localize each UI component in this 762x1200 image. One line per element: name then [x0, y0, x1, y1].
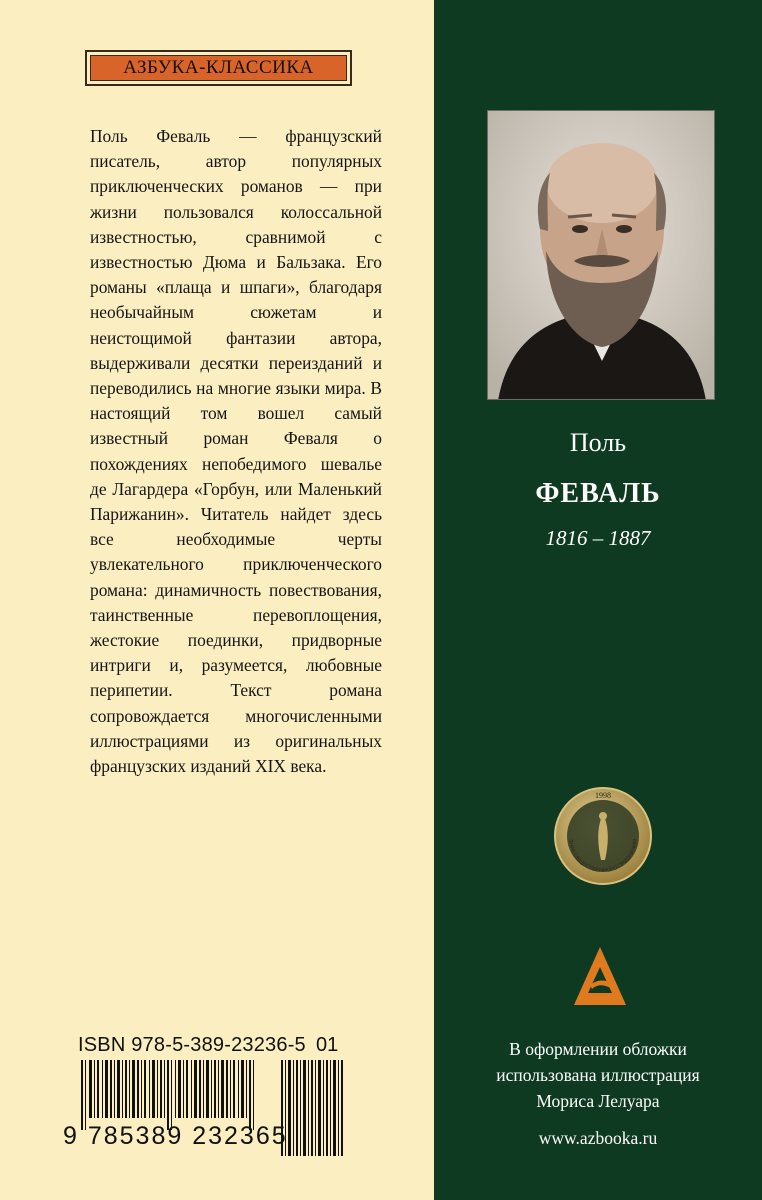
- barcode-bars-icon: [63, 1034, 363, 1180]
- portrait-photo-icon: [488, 111, 715, 400]
- badge-caption: ЗНАК ОБЩЕСТВЕННОГО ПРИЗНАНИЯ: [566, 838, 640, 875]
- credits-line-1: В оформлении обложки: [509, 1039, 687, 1059]
- author-first-name: Поль: [569, 428, 627, 457]
- author-last-name: ФЕВАЛЬ: [535, 478, 661, 509]
- credits-line-2: использована иллюстрация: [496, 1065, 700, 1085]
- award-medal-icon: [553, 786, 653, 886]
- cover-credits: [434, 1036, 762, 1114]
- barcode-addon-code: 01: [316, 1034, 339, 1056]
- author-portrait: [487, 110, 715, 400]
- award-badge: [553, 786, 653, 891]
- series-label-box: [85, 50, 352, 86]
- publisher-website: www.azbooka.ru: [538, 1128, 658, 1148]
- azbuka-triangle-logo-icon: [572, 945, 628, 1007]
- publisher-logo: [572, 945, 628, 1012]
- series-label: АЗБУКА-КЛАССИКА: [90, 55, 347, 81]
- book-annotation: Поль Феваль — французский писатель, автор популярных приключенческих романов — при жизни пользовался колоссальной известностью, сравнимой с известностью Дюма и Бальзака. Его романы «плаща и шпаги», благодаря необычайным сюжетам и неистощимой фантазии автора, выдерживали десятки переизданий и переводились на многие языки мира. В настоящий том вошел самый известный роман Феваля о похождениях непобедимого шевалье де Лагардера «Горбун, или Маленький Парижанин». Читатель найдет здесь все необходимые черты увлекательного приключенческого романа: динамичность повествования, таинственные перевоплощения, жестокие поединки, придворные интриги и, разумеется, любовные перипетии. Текст романа сопровождается многочисленными иллюстрациями из оригинальных французских изданий XIX века.: [90, 126, 382, 777]
- badge-year: 1998: [595, 791, 611, 800]
- isbn-barcode: [63, 1034, 363, 1180]
- barcode-digits: 9 785389 232365: [63, 1122, 288, 1150]
- isbn-number: ISBN 978-5-389-23236-5: [78, 1034, 306, 1056]
- credits-line-3: Мориса Лелуара: [536, 1091, 660, 1111]
- author-life-years: 1816 – 1887: [545, 526, 651, 550]
